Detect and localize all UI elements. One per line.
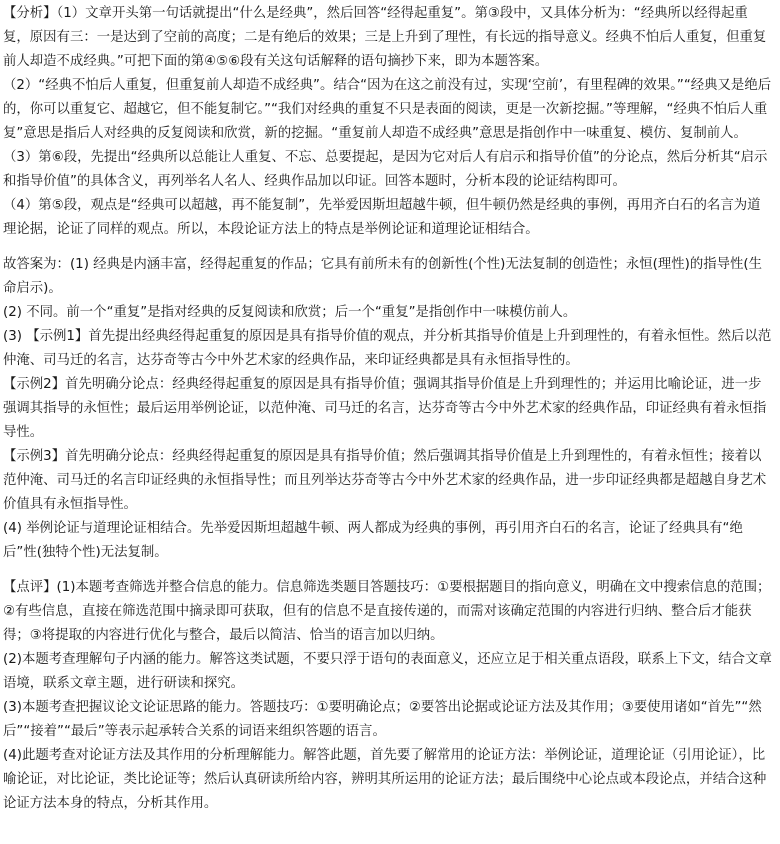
answer-item-3-example-3: 【示例3】首先明确分论点：经典经得起重复的原因是具有指导价值；然后强调其指导价值是上升到理性的，有着永恒性；接着以范仲淹、司马迁的名言印证经典的永恒指导性；而且列举达芬奇等古今中外艺术家的经典作品，进一步印证经典都是超越自身艺术价值具有永恒指导性。 [3,449,767,512]
comment-item-2: (2)本题考查理解句子内涵的能力。解答这类试题，不要只浮于语句的表面意义，还应立足于相关重点语段，联系上下文，结合文章语境，联系文章主题，进行研读和探究。 [3,652,772,691]
comment-section [3,576,772,816]
answer-item-4: (4) 举例论证与道理论证相结合。先举爱因斯坦超越牛顿、两人都成为经典的事例，再引用齐白石的名言，论证了经典具有“绝后”性(独特个性)无法复制。 [3,521,743,560]
section-spacer [3,242,772,253]
analysis-paragraph-3: （3）第⑥段，先提出“经典所以总能让人重复、不忘、总要提起，是因为它对后人有启示和指导价值”的分论点，然后分析其“启示和指导价值”的具体含义，再列举名人名人、经典作品加以印证。回答本题时，分析本段的论证结构即可。 [3,150,768,189]
analysis-paragraph-2: （2）“经典不怕后人重复，但重复前人却造不成经典”。结合“因为在这之前没有过，实现‘空前’，有里程碑的效果。”“经典又是绝后的，你可以重复它、超越它，但不能复制它。”“我们对经典的重复不只是表面的阅读，更是一次新挖掘。”等理解，“经典不怕后人重复”意思是指后人对经典的反复阅读和欣赏，新的挖掘。“重复前人却造不成经典”意思是指创作中一味重复、模仿、复制前人。 [3,78,772,141]
analysis-paragraph-4: （4）第⑤段，观点是“经典可以超越，再不能复制”，先举爱因斯坦超越牛顿，但牛顿仍然是经典的事例，再用齐白石的名言为道理论据，论证了同样的观点。所以，本段论证方法上的特点是举例论证和道理论证相结合。 [3,198,761,237]
answer-item-3-example-1: (3) 【示例1】首先提出经典经得起重复的原因是具有指导价值的观点，并分析其指导价值是上升到理性的，有着永恒性。然后以范仲淹、司马迁的名言，达芬奇等古今中外艺术家的经典作品，来印证经典都是具有永恒指导性的。 [3,329,772,368]
answer-section [3,253,772,565]
answer-item-2: (2) 不同。前一个“重复”是指对经典的反复阅读和欣赏；后一个“重复”是指创作中一味模仿前人。 [3,305,577,320]
answer-item-1: 故答案为：(1) 经典是内涵丰富，经得起重复的作品；它具有前所未有的创新性(个性)无法复制的创造性；永恒(理性)的指导性(生命启示)。 [3,257,763,296]
analysis-section [3,2,772,242]
comment-item-4: (4)此题考查对论证方法及其作用的分析理解能力。解答此题，首先要了解常用的论证方法：举例论证，道理论证（引用论证），比喻论证，对比论证，类比论证等；然后认真研读所给内容，辨明其所运用的论证方法；最后围绕中心论点或本段论点，并结合这种论证方法本身的特点，分析其作用。 [3,748,767,811]
answer-item-3-example-2: 【示例2】首先明确分论点：经典经得起重复的原因是具有指导价值；强调其指导价值是上升到理性的；并运用比喻论证，进一步强调其指导的永恒性；最后运用举例论证，以范仲淹、司马迁的名言，达芬奇等古今中外艺术家的经典作品，印证经典有着永恒指导性。 [3,377,767,440]
comment-item-3: (3)本题考查把握议论文论证思路的能力。答题技巧：①要明确论点；②要答出论据或论证方法及其作用；③要使用诸如“首先”“然后”“接着”“最后”等表示起承转合关系的词语来组织答题的语言。 [3,700,762,739]
section-spacer [3,565,772,576]
analysis-paragraph-1: 【分析】（1）文章开头第一句话就提出“什么是经典”，然后回答“经得起重复”。第③段中，又具体分析为：“经典所以经得起重复，原因有三：一是达到了空前的高度；二是有绝后的效果；三是上升到了理性，有长远的指导意义。经典不怕后人重复，但重复前人却造不成经典。”可把下面的第④⑤⑥段有关这句话解释的语句摘抄下来，即为本题答案。 [3,6,767,69]
comment-item-1: 【点评】(1)本题考查筛选并整合信息的能力。信息筛选类题目答题技巧：①要根据题目的指向意义，明确在文中搜索信息的范围；②有些信息，直接在筛选范围中摘录即可获取，但有的信息不是直接传递的，而需对该确定范围的内容进行归纳、整合后才能获得；③将提取的内容进行优化与整合，最后以简洁、恰当的语言加以归纳。 [3,580,771,643]
